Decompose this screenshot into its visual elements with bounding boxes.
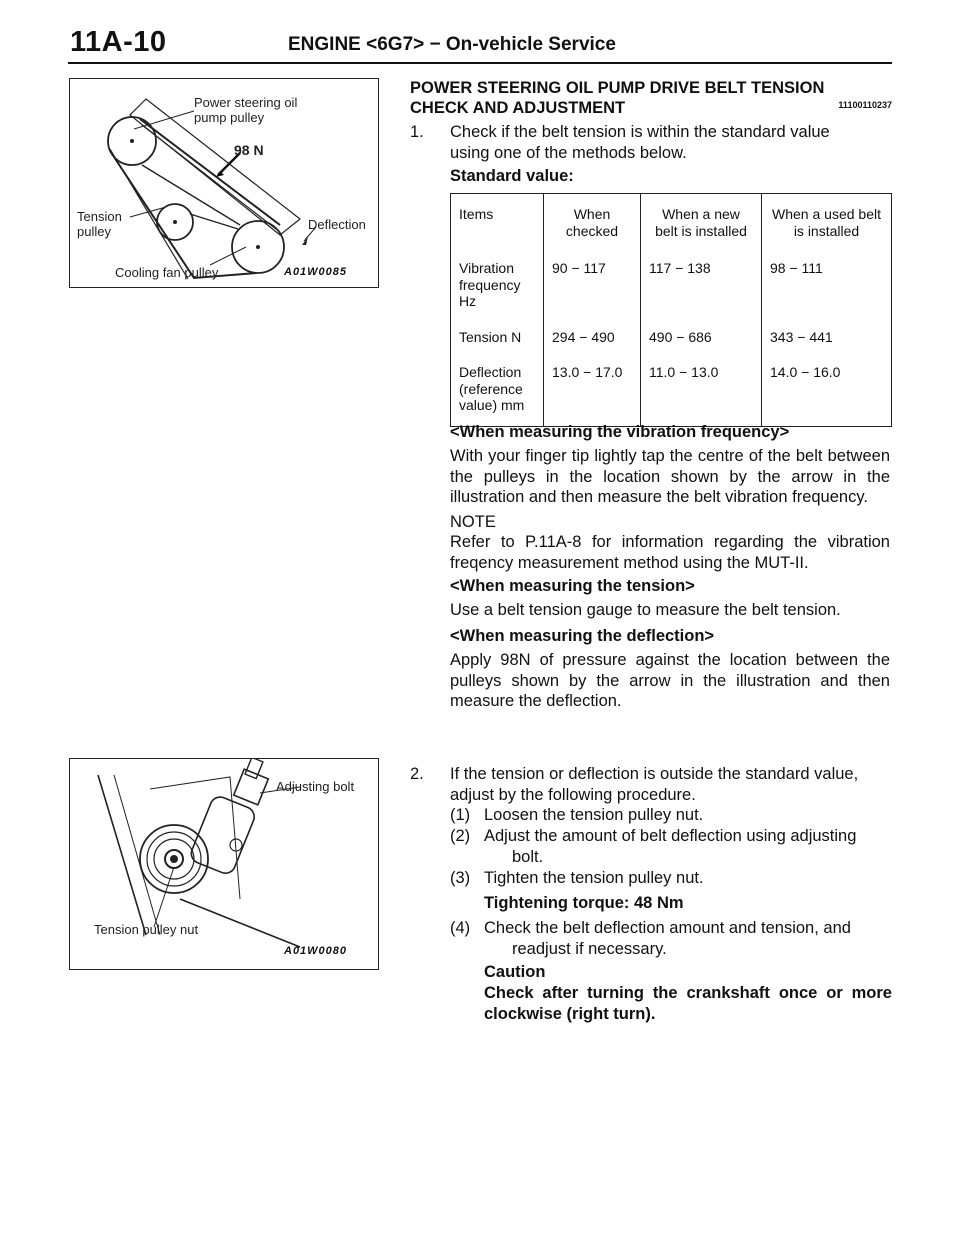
belt-layout-figure [69,78,379,288]
table-cell: 117 − 138 [641,253,762,322]
table-header-cell: When checked [544,194,641,254]
step1-text-line1: Check if the belt tension is within the standard value [450,123,830,141]
table-cell: 13.0 − 17.0 [544,357,641,426]
sub1-number: (1) [450,806,471,824]
figure1-code: A01W0085 [284,266,348,278]
deflection-heading: <When measuring the deflection> [450,627,715,645]
table-cell: Tension N [451,322,544,358]
step1-text-line2: using one of the methods below. [450,143,687,162]
sub3-number: (3) [450,869,471,887]
sub1-text: Loosen the tension pulley nut. [484,806,704,824]
table-cell: 98 − 111 [762,253,892,322]
label-adjusting-bolt: Adjusting bolt [276,779,355,794]
table-cell: 14.0 − 16.0 [762,357,892,426]
step2-text-line2: adjust by the following procedure. [450,785,696,804]
label-tension-pulley-nut: Tension pulley nut [94,922,199,937]
page-header-title: ENGINE <6G7> − On-vehicle Service [288,34,616,55]
sub2-text-line1: Adjust the amount of belt deflection using adjusting [484,827,857,845]
sub2-number: (2) [450,827,471,845]
label-ps-pump-2: pump pulley [194,110,265,125]
table-header-cell: When a new belt is installed [641,194,762,254]
table-cell: 343 − 441 [762,322,892,358]
figure2-code: A01W0080 [284,945,348,957]
note-label: NOTE [450,513,496,531]
table-row [451,322,892,358]
page-number: 11A-10 [70,26,167,58]
tightening-torque: Tightening torque: 48 Nm [484,894,684,912]
section-title [410,78,892,118]
label-force: 98 N [234,142,264,158]
step2-text [450,764,892,805]
vibration-heading: <When measuring the vibration frequency> [450,423,790,441]
table-header-cell: When a used belt is installed [762,194,892,254]
table-cell: 11.0 − 13.0 [641,357,762,426]
table-cell: 294 − 490 [544,322,641,358]
step1-text [450,122,892,163]
sub4-number: (4) [450,919,471,937]
label-ps-pump-1: Power steering oil [194,95,298,110]
sub3-text: Tighten the tension pulley nut. [484,869,704,887]
vibration-text: With your finger tip lightly tap the centre of the belt between the pulleys in the location shown by the arrow in the illustration and then measure the belt vibration frequency. [450,447,890,506]
section-doc-code: 11100110237 [838,100,892,110]
table-cell: 490 − 686 [641,322,762,358]
table-cell: Deflection (reference value) mm [451,357,544,426]
standard-value-label: Standard value: [450,167,574,185]
sub4-text-line2: readjust if necessary. [512,939,667,958]
table-row [451,357,892,426]
section-title-line1: POWER STEERING OIL PUMP DRIVE BELT TENSION [410,79,825,97]
section-title-line2: CHECK AND ADJUSTMENT [410,99,626,117]
step2-text-line1: If the tension or deflection is outside the standard value, [450,765,859,783]
tension-pulley-figure [69,758,379,970]
label-cooling-fan: Cooling fan pulley [115,265,219,280]
header-rule [68,62,892,64]
label-deflection: Deflection [308,217,366,232]
table-header-cell: Items [451,194,544,254]
table-header-row [451,194,892,254]
label-tension-1: Tension [77,209,122,224]
note-text: Refer to P.11A-8 for information regarding the vibration freqency measurement method using the MUT-II. [450,533,890,572]
table-row [451,253,892,322]
sub4-text [484,918,892,959]
standard-value-table [450,193,892,427]
sub2-text-line2: bolt. [512,847,544,866]
table-cell: 90 − 117 [544,253,641,322]
caution-text: Check after turning the crankshaft once or more clockwise (right turn). [484,984,892,1023]
tension-heading: <When measuring the tension> [450,577,695,595]
table-cell: Vibration frequency Hz [451,253,544,322]
deflection-text: Apply 98N of pressure against the location between the pulleys shown by the arrow in the illustration and then measure the deflection. [450,651,890,710]
label-tension-2: pulley [77,224,111,239]
sub4-text-line1: Check the belt deflection amount and tension, and [484,919,851,937]
sub2-text [484,826,892,867]
step2-number: 2. [410,765,424,783]
caution-label: Caution [484,963,546,981]
step1-number: 1. [410,123,424,141]
tension-text: Use a belt tension gauge to measure the belt tension. [450,601,841,619]
